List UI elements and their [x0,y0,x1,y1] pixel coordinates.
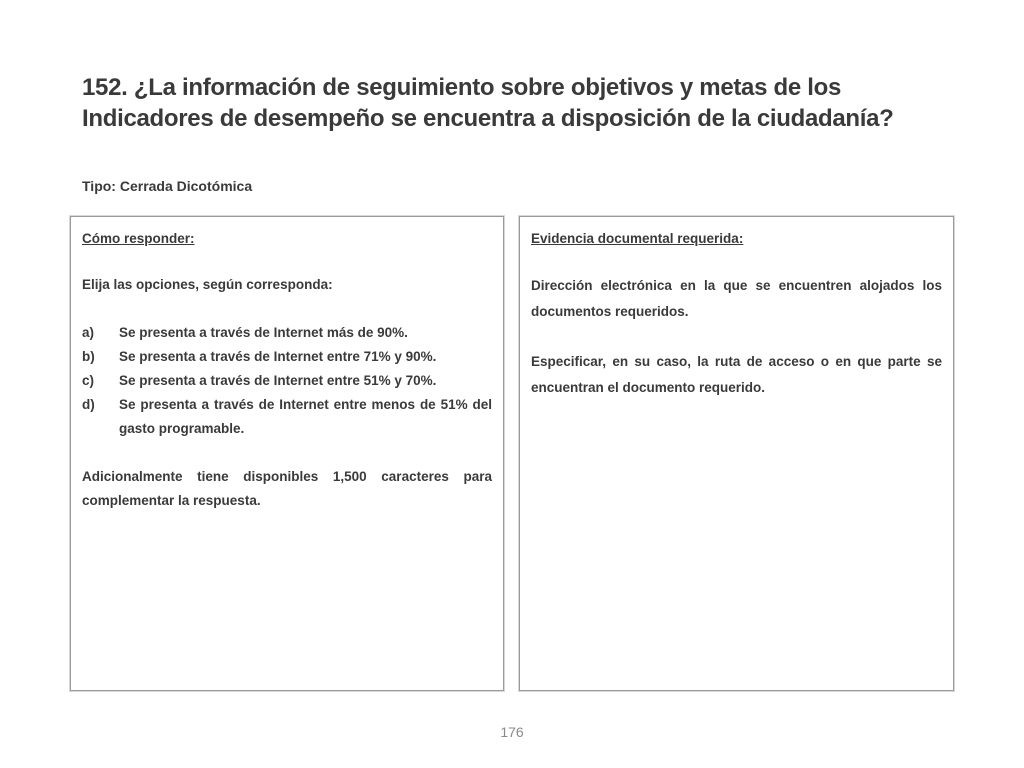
answer-option-c [82,369,492,393]
option-letter: b) [82,349,95,364]
evidence-paragraph-2: Especificar, en su caso, la ruta de acceso o en que parte se encuentran el documento requerido. [531,354,942,395]
option-letter: d) [82,397,95,412]
option-letter: c) [82,373,95,388]
answer-option-b [82,345,492,369]
option-text: Se presenta a través de Internet entre menos de 51% del gasto programable. [119,397,492,436]
option-text: Se presenta a través de Internet entre 71% y 90%. [119,349,437,364]
additional-note: Adicionalmente tiene disponibles 1,500 caracteres para complementar la respuesta. [82,469,492,508]
page-number: 176 [500,724,524,740]
documentary-evidence-panel [519,216,954,691]
how-to-answer-panel [70,216,504,691]
answer-options-list [82,321,492,441]
question-type: Tipo: Cerrada Dicotómica [82,178,253,194]
evidence-heading: Evidencia documental requerida: [531,231,744,246]
answer-option-a [82,321,492,345]
evidence-paragraph-1: Dirección electrónica en la que se encuentren alojados los documentos requeridos. [531,278,942,319]
answer-option-d [82,393,492,441]
how-to-answer-heading: Cómo responder: [82,231,195,246]
option-text: Se presenta a través de Internet entre 51% y 70%. [119,373,437,388]
option-letter: a) [82,325,95,340]
option-text: Se presenta a través de Internet más de 90%. [119,325,408,340]
instructions-intro: Elija las opciones, según corresponda: [82,277,333,292]
question-title: 152. ¿La información de seguimiento sobre objetivos y metas de los Indicadores de desempeño se encuentra a disposición de la ciudadanía? [82,74,894,132]
